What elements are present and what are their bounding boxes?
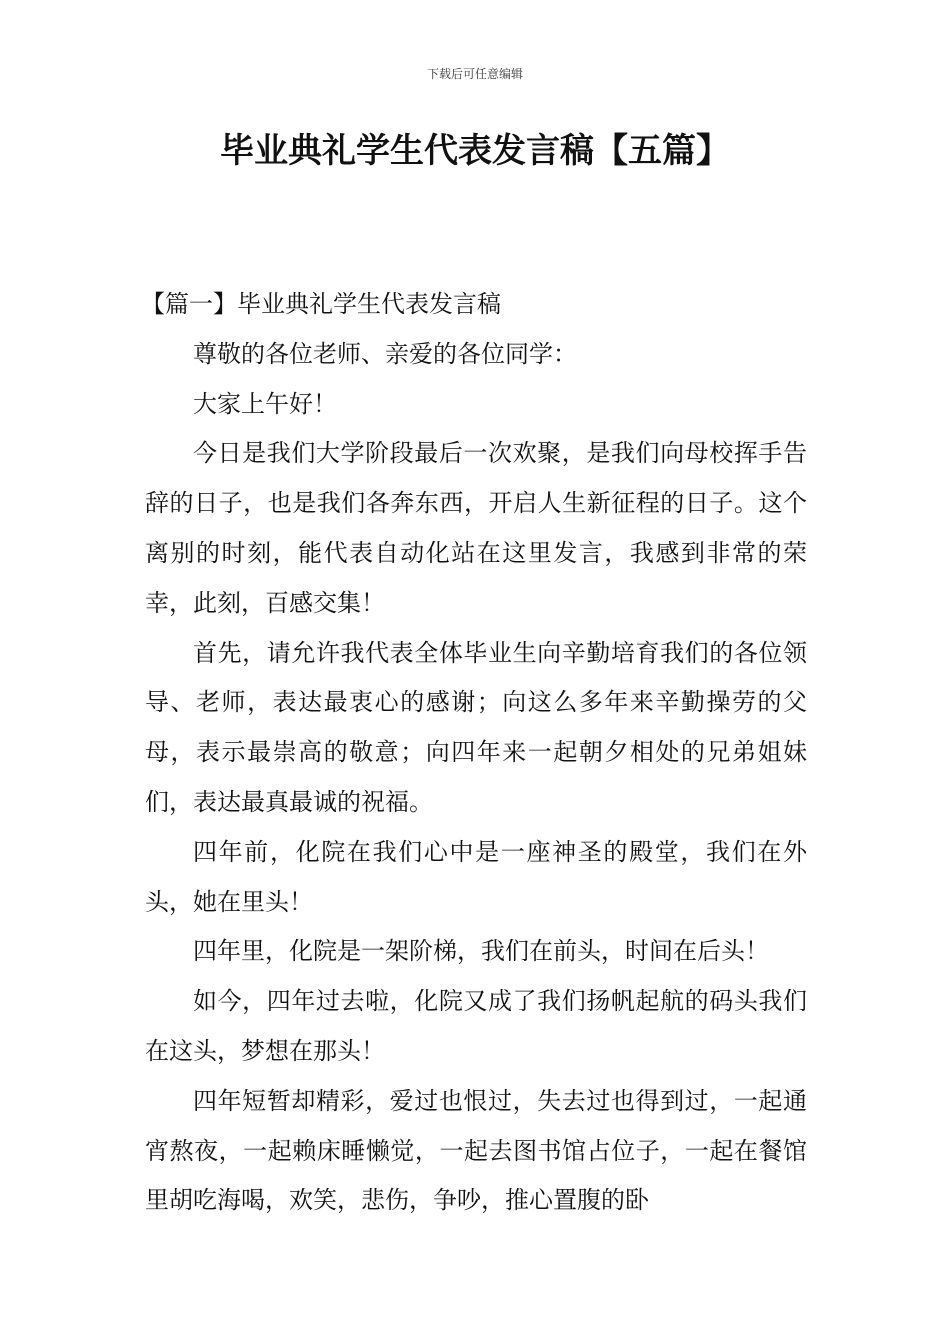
salutation-paragraph: 尊敬的各位老师、亲爱的各位同学： bbox=[193, 339, 577, 368]
body-paragraph: 如今，四年过去啦，化院又成了我们扬帆起航的码头我们在这头，梦想在那头！ bbox=[145, 987, 807, 1065]
body-paragraph: 四年里，化院是一架阶梯，我们在前头，时间在后头！ bbox=[193, 937, 769, 966]
header-note: 下载后可任意编辑 bbox=[426, 67, 523, 81]
document-body bbox=[141, 280, 807, 1226]
greeting-paragraph: 大家上午好！ bbox=[193, 389, 337, 418]
body-paragraph: 首先，请允许我代表全体毕业生向辛勤培育我们的各位领导、老师，表达最衷心的感谢；向这么多年来辛勤操劳的父母，表示最崇高的敬意；向四年来一起朝夕相处的兄弟姐妹们，表达最真最诚的祝福。 bbox=[145, 638, 807, 816]
document-title: 毕业典礼学生代表发言稿【五篇】 bbox=[220, 131, 730, 171]
body-paragraph: 今日是我们大学阶段最后一次欢聚，是我们向母校挥手告辞的日子，也是我们各奔东西，开启人生新征程的日子。这个离别的时刻，能代表自动化站在这里发言，我感到非常的荣幸，此刻，百感交集！ bbox=[145, 439, 807, 617]
body-paragraph: 四年短暂却精彩，爱过也恨过，失去过也得到过，一起通宵熬夜，一起赖床睡懒觉，一起去图书馆占位子，一起在餐馆里胡吃海喝，欢笑，悲伤，争吵，推心置腹的卧 bbox=[145, 1086, 807, 1215]
section-heading: 【篇一】毕业典礼学生代表发言稿 bbox=[141, 290, 501, 318]
body-paragraph: 四年前，化院在我们心中是一座神圣的殿堂，我们在外头，她在里头！ bbox=[145, 837, 807, 916]
